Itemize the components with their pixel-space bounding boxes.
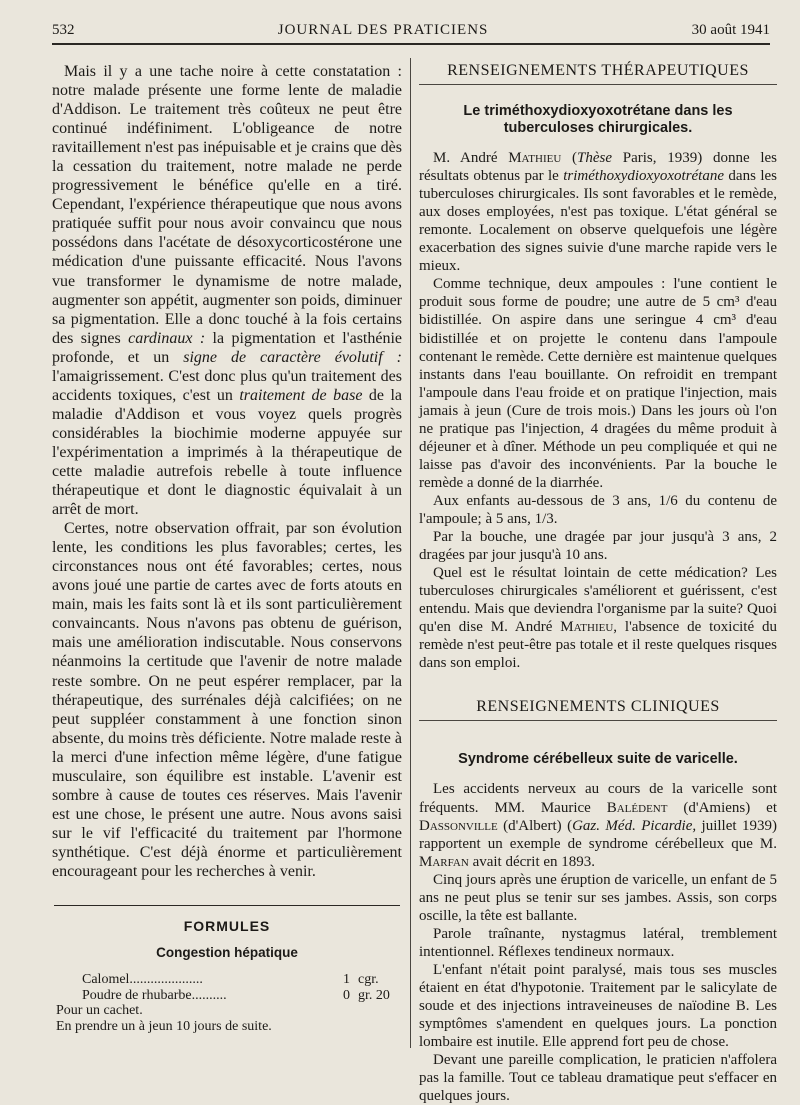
section-heading: RENSEIGNEMENTS CLINIQUES [419, 698, 777, 721]
article-title: Le triméthoxydioxyoxotrétane dans les tuberculoses chirurgicales. [463, 103, 733, 137]
formula-instruction: En prendre un à jeun 10 jours de suite. [56, 1018, 272, 1034]
journal-title: JOURNAL DES PRATICIENS [277, 21, 489, 38]
ingredient-row: Calomel..................... 1 cgr. [82, 972, 379, 987]
body-paragraph: Les accidents nerveux au cours de la varicelle sont fréquents. MM. Maurice Balédent (d'Amiens) et Dassonville (d'Albert) (Gaz. Méd. Picardie, juillet 1939) rapportent un exemple de syndrome cérébelleux que M. Marfan avait décrit en 1893. [419, 781, 777, 870]
body-paragraph: Cinq jours après une éruption de varicelle, un enfant de 5 ans ne peut plus se tenir sur ses jambes. Assis, son corps oscille, la tête est ballante. [419, 871, 777, 924]
formules-box [54, 915, 400, 1034]
left-column [52, 62, 402, 881]
header-rule [52, 43, 770, 45]
section-heading: RENSEIGNEMENTS THÉRAPEUTIQUES [419, 62, 777, 85]
body-paragraph: Comme technique, deux ampoules : l'une contient le produit sous forme de poudre; une autre de 5 cm³ d'eau bidistillée. On aspire dans une seringue 4 cm³ d'eau bidistillée et on projette le contenu dans l'ampoule contenant le remède. Cette dernière est maintenue quelques instants dans l'eau bouillante. On refroidit en trempant l'ampoule dans l'eau froide et on pratique l'injection, mais jamais à jeun (Cure de trois mois.) Dans les jours où l'on ne pratique pas l'injection, 4 dragées du même produit à déjeuner et à dîner. Méthode un peu compliquée et qui ne laisse pas d'avoir des inconvénients. Par la bouche le remède a donné de la diarrhée. [419, 276, 777, 491]
right-column [419, 62, 777, 1105]
running-header [52, 18, 770, 42]
body-paragraph: Quel est le résultat lointain de cette médication? Les tuberculoses chirurgicales s'améliorent et guérissent, c'est entendu. Mais que deviendra l'organisme par la suite? Quoi qu'en dise M. André Mathieu, l'absence de toxicité du remède n'est peut-être pas totale et il reste quelques risques dans son emploi. [419, 565, 777, 672]
issue-date: 30 août 1941 [691, 21, 770, 38]
body-paragraph: Parole traînante, nystagmus latéral, tremblement intentionnel. Réflexes tendineux normaux. [419, 925, 777, 960]
ingredient-row: Poudre de rhubarbe.......... 0 gr. 20 [82, 987, 390, 1003]
body-paragraph: Par la bouche, une dragée par jour jusqu'à 3 ans, 2 dragées par jour jusqu'à 10 ans. [419, 529, 777, 564]
formules-rule [54, 905, 400, 906]
formules-subtitle: Congestion hépatique [156, 944, 298, 960]
body-paragraph: L'enfant n'était point paralysé, mais tous ses muscles étaient en état d'hypotonie. Traitement par le salicylate de soude et des injections intraveineuses de naïodine B. Les symptômes s'amendent en quelques jours. La ponction lombaire est inutile. Elle apprend fort peu de chose. [419, 961, 777, 1051]
body-paragraph: Mais il y a une tache noire à cette constatation : notre malade présente une forme lente de maladie d'Addison. Le traitement très coûteux ne peut être continué indéfiniment. L'obligeance de notre ravitaillement n'est pas inépuisable et je crains que dès la cessation du traitement, notre malade ne perde progressivement le bénéfice qu'elle en a tiré. Cependant, l'expérience thérapeutique que nous avons pratiquée suffit pour nous avoir convaincu que nous possédons dans l'acétate de désoxycorticostérone une médication d'une puissante efficacité. Nous l'avons vue transformer le dynamisme de notre malade, augmenter son appétit, augmenter son poids, diminuer sa pigmentation. Elle a donc touché à la fois certains des signes cardinaux : la pigmentation et l'asthénie profonde, et un signe de caractère évolutif : l'amaigrissement. C'est donc plus qu'un traitement des accidents toxiques, c'est un traitement de base de la maladie d'Addison et vous voyez quels progrès considérables la biochimie moderne appuyée sur l'expérimentation a imprimés à la thérapeutique de cette maladie autrefois rebelle à toute influence thérapeutique et dont le diagnostic équivalait à un arrêt de mort. [52, 63, 403, 519]
body-paragraph: Certes, notre observation offrait, par son évolution lente, les conditions les plus favorables; certes, les circonstances nous ont été favorables; certes, nous avons joué une partie de cartes avec de forts atouts en main, mais les faits sont là et ils sont particulièrement convaincants. Nous n'avons pas obtenu de guérison, mais une amélioration indiscutable. Nous conservons néanmoins la certitude que l'avenir de notre malade reste sombre. On ne peut espérer remplacer, par la thérapeutique, des surrénales déjà calcifiées; on ne peut suppléer constamment à une fonction sinon absente, du moins très déficiente. Notre malade reste à la merci d'une infection même légère, d'une fatigue musculaire, son équilibre est instable. L'avenir est sombre à cause de toutes ces réserves. Mais l'avenir est une chose, le présent une autre. Nous avons saisi sur le vif l'efficacité du traitement par l'hormone synthétique. C'est déjà énorme et particulièrement encourageant pour les recherches à venir. [52, 520, 402, 880]
formula-instruction: Pour un cachet. [56, 1003, 143, 1018]
column-divider [410, 58, 411, 1048]
article-title: Syndrome cérébelleux suite de varicelle. [458, 751, 738, 768]
page-number: 532 [52, 21, 75, 38]
body-paragraph: M. André Mathieu (Thèse Paris, 1939) donne les résultats obtenus par le triméthoxydioxyoxotrétane dans les tuberculoses chirurgicales. Ils sont favorables et le remède, aux doses employées, n'est pas toxique. L'état général se remonte. Localement on observe quelquefois une légère exacerbation des signes suivie d'une marche rapide vers le mieux. [419, 150, 778, 275]
formules-title: FORMULES [183, 918, 271, 934]
body-paragraph: Aux enfants au-dessous de 3 ans, 1/6 du contenu de l'ampoule; à 5 ans, 1/3. [419, 492, 777, 527]
body-paragraph: Devant une pareille complication, le praticien n'affolera pas la famille. Tout ce tableau dramatique peut s'effacer en quelques jours. [419, 1052, 777, 1105]
